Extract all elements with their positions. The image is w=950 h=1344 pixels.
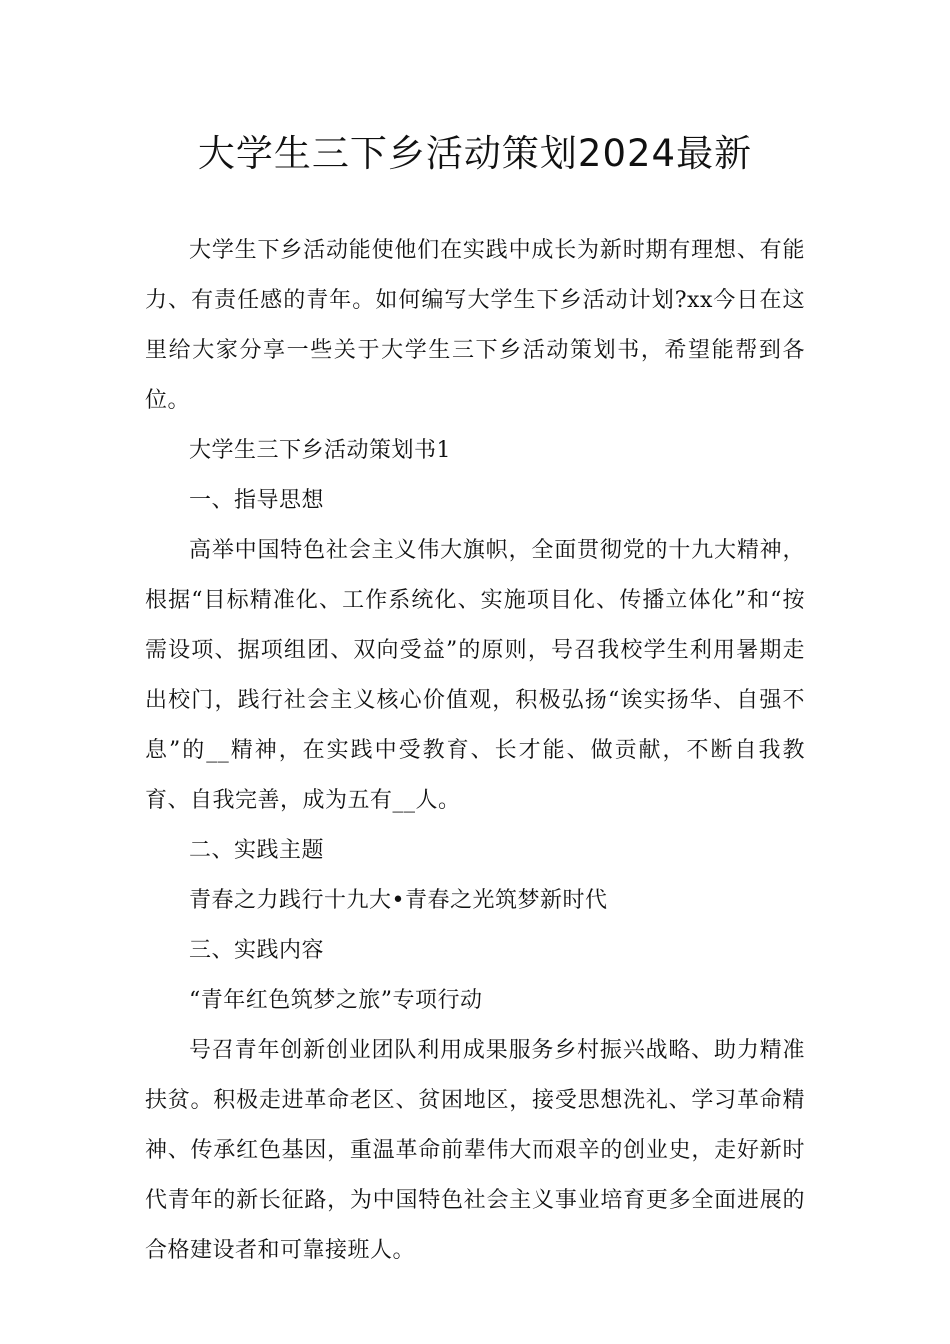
document-body	[145, 226, 805, 1276]
practice-theme-paragraph: 青春之力践行十九大•青春之光筑梦新时代	[189, 888, 608, 913]
document-title: 大学生三下乡活动策划2024最新	[197, 132, 753, 175]
section-heading-guiding-thought: 一、指导思想	[189, 488, 325, 513]
intro-paragraph: 大学生下乡活动能使他们在实践中成长为新时期有理想、有能力、有责任感的青年。如何编写大学生下乡活动计划?xx今日在这里给大家分享一些关于大学生三下乡活动策划书，希望能帮到各位。	[145, 238, 805, 413]
special-action-heading: “青年红色筑梦之旅”专项行动	[189, 988, 483, 1013]
plan-heading: 大学生三下乡活动策划书1	[189, 438, 451, 463]
section-heading-practice-theme: 二、实践主题	[189, 838, 325, 863]
section-heading-practice-content: 三、实践内容	[189, 938, 325, 963]
special-action-paragraph: 号召青年创新创业团队利用成果服务乡村振兴战略、助力精准扶贫。积极走进革命老区、贫困地区，接受思想洗礼、学习革命精神、传承红色基因，重温革命前辈伟大而艰辛的创业史，走好新时代青年的新长征路，为中国特色社会主义事业培育更多全面进展的合格建设者和可靠接班人。	[145, 1038, 805, 1263]
guiding-thought-paragraph: 高举中国特色社会主义伟大旗帜，全面贯彻党的十九大精神，根据“目标精准化、工作系统化、实施项目化、传播立体化”和“按需设项、据项组团、双向受益”的原则，号召我校学生利用暑期走出校门，践行社会主义核心价值观，积极弘扬“诶实扬华、自强不息”的__精神，在实践中受教育、长才能、做贡献，不断自我教育、自我完善，成为五有__人。	[145, 538, 805, 813]
